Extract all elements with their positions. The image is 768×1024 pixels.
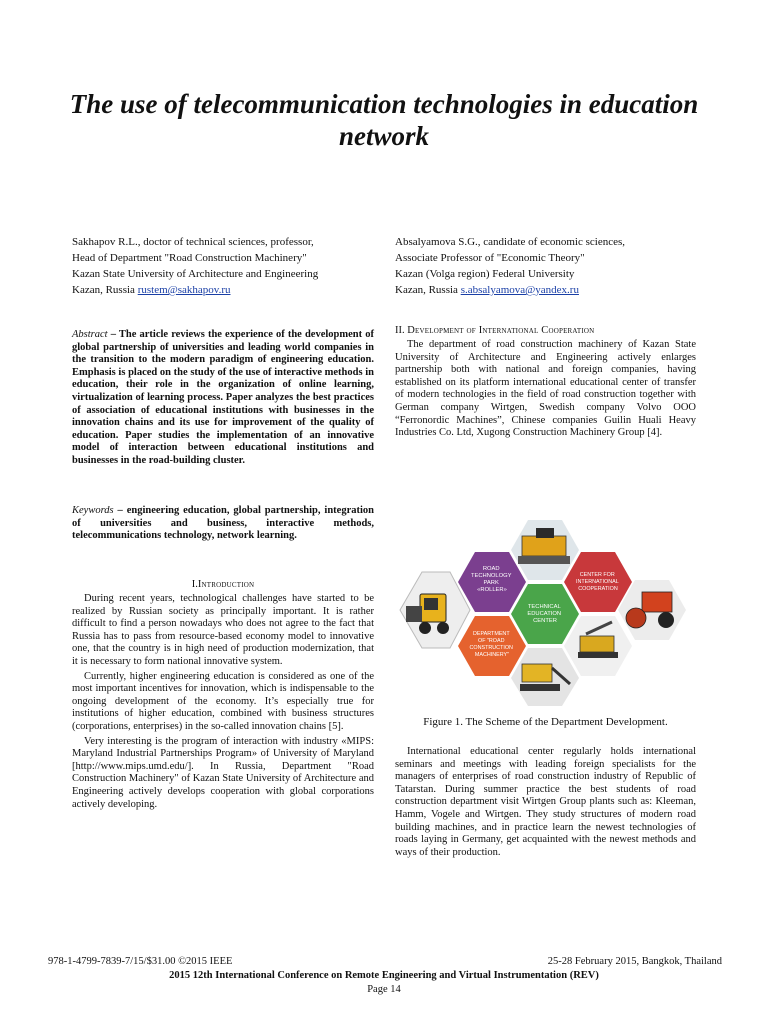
department-label-3: CONSTRUCTION	[469, 645, 513, 651]
tec-label-1: TECHNICAL	[527, 604, 561, 610]
section-2-paragraph-1: The department of road construction machinery of Kazan State University of Architecture and Engineering actively enlarges partnership both with national and foreign companies, having established on its platform international educational center of transfer of modern technologies in the field of road construction together with German company Wirtgen, Swedish company Volvo OOO “Ferronordic Machines”, Chinese companies Guilin Huali Heavy Industries Co. Ltd, Xugong Construction Machinery Group [4].	[395, 339, 696, 439]
author-1-line-2: Head of Department "Road Construction Machinery"	[72, 252, 307, 264]
intro-paragraph-1: During recent years, technological challenges have started to be realized by Russian society as principally important. It is rather difficult to find a person nowadays who does not agree to the fact that Russia has to pass from resource-based economy model to innovative one, that the country is in high need of production modernization, that it is necessary to form national innovative system.	[72, 593, 374, 667]
author-1-location: Kazan, Russia	[72, 284, 138, 296]
intl-center-label-2: INTERNATIONAL	[575, 579, 619, 585]
author-2-line-1: Absalyamova S.G., candidate of economic sciences,	[395, 236, 626, 248]
intl-center-label	[576, 572, 620, 592]
introduction-heading-text: Introduction	[197, 579, 255, 590]
excavator-image	[511, 648, 579, 706]
abstract	[72, 329, 374, 468]
intl-center-label-3: COOPERATION	[578, 586, 618, 592]
section-2-continued	[395, 746, 696, 861]
keywords-text: – engineering education, global partnership, integration of universities and business, interactive methods, telecommunications technology, network learning.	[72, 505, 374, 542]
author-2-location-line	[395, 282, 705, 298]
author-2-line-2: Associate Professor of "Economic Theory"	[395, 252, 585, 264]
section-2-heading-number: II.	[395, 325, 408, 336]
introduction-section	[72, 578, 374, 813]
abstract-label: Abstract	[72, 329, 108, 340]
footer-date-location: 25-28 February 2015, Bangkok, Thailand	[547, 956, 722, 967]
author-2-location: Kazan, Russia	[395, 284, 461, 296]
keywords-label: Keywords	[72, 505, 114, 516]
intl-center-label-1: CENTER FOR	[579, 572, 615, 578]
footer-isbn: 978-1-4799-7839-7/15/$31.00 ©2015 IEEE	[48, 956, 233, 967]
keywords	[72, 505, 374, 543]
author-1-line-1: Sakhapov R.L., doctor of technical sciences, professor,	[72, 236, 314, 248]
department-label	[470, 631, 515, 658]
department-label-2: OF "ROAD	[478, 638, 505, 644]
abstract-text: – The article reviews the experience of the development of global partnership of universities and leading world companies in the transition to the modern paradigm of engineering education. Emphasis is placed on the study of the use of interactive methods in education, their role in the organization of online learning, virtualization of learning process. Paper analyzes the best practices of association of educational institutions with businesses in the innovation chains and its use for improvement of the quality of education. Paper studies the implementation of an innovative model of interaction between educational institutions and businesses in the road-building cluster.	[72, 329, 374, 466]
road-park-label-1: ROAD	[482, 566, 500, 572]
department-scheme-figure	[398, 514, 694, 706]
author-2-email-link[interactable]: s.absalyamova@yandex.ru	[460, 284, 579, 296]
paper-title: The use of telecommunication technologies in education network	[69, 89, 699, 151]
intro-paragraph-2: Currently, higher engineering education is considered as one of the most important incentives for innovation, which is indispensable to the ongoing development of the economy. It’s especially true for institutions of higher education, combined with business structures (corporations, enterprises) in the so-called innovation chains [5].	[72, 670, 374, 732]
road-park-label-3: PARK	[483, 580, 499, 586]
author-block-1	[72, 234, 372, 298]
department-label-1: DEPARTMENT	[472, 631, 510, 637]
asphalt-paver-image	[511, 520, 579, 580]
road-park-label-4: «ROLLER»	[477, 587, 507, 593]
intro-paragraph-3: Very interesting is the program of interaction with industry «MIPS: Maryland Industrial Partnerships Program» of University of Maryland [http://www.mips.umd.edu/]. In Russia, Department "Road Construction Machinery" of Kazan State University of Architecture and Engineering actively develops cooperation with global corporations actively developing.	[72, 735, 374, 810]
introduction-heading	[72, 578, 374, 591]
author-1-location-line	[72, 282, 372, 298]
road-park-label-2: TECHNOLOGY	[470, 573, 512, 579]
page-number: Page 14	[367, 984, 401, 995]
figure-caption: Figure 1. The Scheme of the Department Development.	[423, 716, 668, 728]
drilling-rig-image	[564, 616, 632, 676]
section-2-heading-text: Development of International Cooperation	[407, 325, 595, 336]
author-block-2	[395, 234, 705, 298]
introduction-heading-number: I.	[191, 579, 198, 590]
author-2-line-3: Kazan (Volga region) Federal University	[395, 268, 575, 280]
road-roller-image	[618, 580, 686, 640]
section-2-paragraph-2: International educational center regularly holds international seminars and meetings with leading foreign specialists for the managers of enterprises of road construction industry of Republic of Tatarstan. During summer practice the best students of road construction department visit Wirtgen Group plants such as: Kleeman, Hamm, Vogele and Wirtgen. They study structures of modern road building machines, and in practice learn the newest technologies of roads laying in Germany, get acquainted with the newest methods and ways of their production.	[395, 746, 696, 858]
section-2	[395, 324, 696, 442]
footer-conference: 2015 12th International Conference on Remote Engineering and Virtual Instrumentation (REV)	[169, 970, 599, 981]
author-1-email-link[interactable]: rustem@sakhapov.ru	[137, 284, 231, 296]
tec-label-2: EDUCATION	[527, 611, 562, 617]
department-label-4: MACHINERY"	[474, 652, 510, 658]
tec-label-3: CENTER	[533, 618, 557, 624]
author-1-line-3: Kazan State University of Architecture and Engineering	[72, 268, 319, 280]
section-2-heading	[395, 324, 696, 337]
